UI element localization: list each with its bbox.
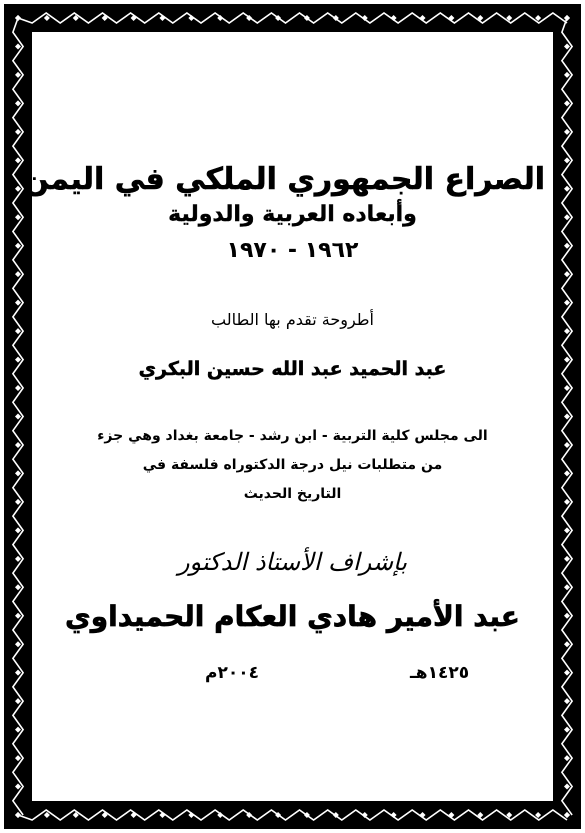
date-hijri: ١٤٢٥هـ (410, 663, 470, 683)
supervisor-name: عبد الأمير هادي العكام الحميداوي (65, 600, 520, 633)
thesis-title: الصراع الجمهوري الملكي في اليمن (23, 162, 545, 197)
submission-line: من متطلبات نيل درجة الدكتوراه فلسفة في (142, 457, 443, 473)
student-name: عبد الحميد عبد الله حسين البكري (138, 358, 447, 380)
submission-line: الى مجلس كلية التربية - ابن رشد - جامعة بغداد وهي جزء (97, 428, 488, 444)
submitted-by-label: أطروحة تقدم بها الطالب (211, 310, 374, 329)
thesis-years: ١٩٦٢ - ١٩٧٠ (226, 238, 359, 263)
thesis-title-page (23, 40, 545, 793)
supervision-label: بإشراف الأستاذ الدكتور (177, 548, 408, 576)
date-gregorian: ٢٠٠٤م (205, 663, 259, 683)
thesis-subtitle: وأبعاده العربية والدولية (168, 202, 417, 227)
submission-line: التاريخ الحديث (243, 486, 342, 502)
submission-statement (40, 422, 545, 509)
